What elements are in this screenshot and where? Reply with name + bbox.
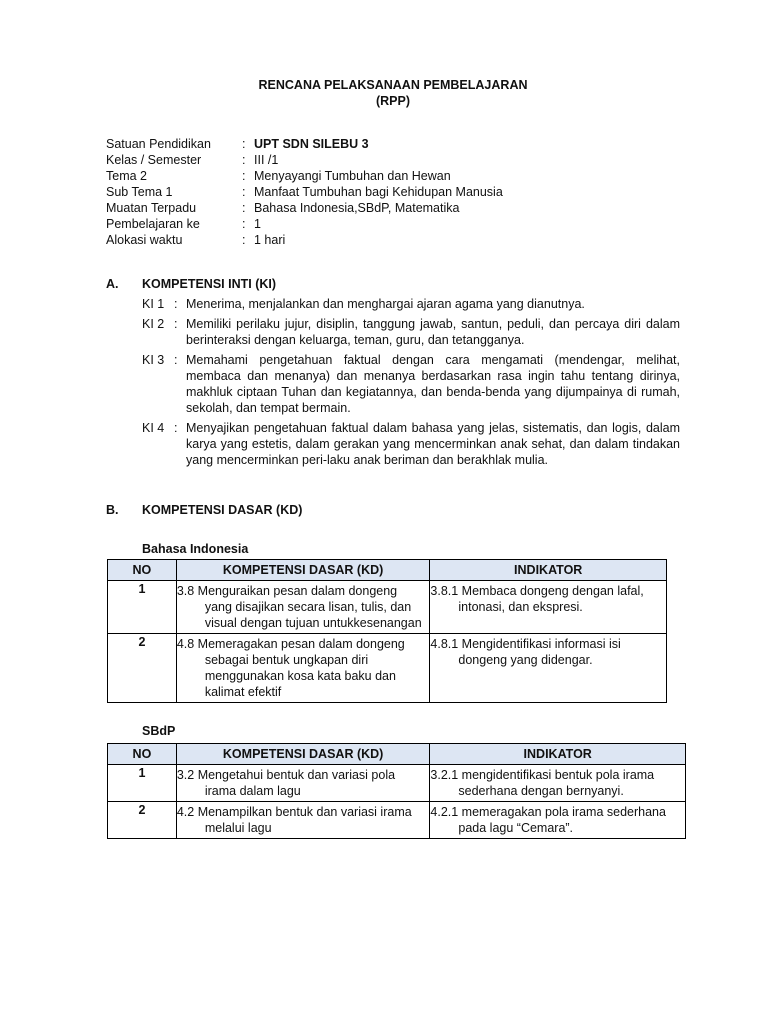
identity-colon: : bbox=[242, 217, 246, 231]
section-title: KOMPETENSI INTI (KI) bbox=[142, 277, 277, 291]
table-row bbox=[108, 634, 667, 703]
header-no: NO bbox=[108, 560, 177, 581]
identity-row bbox=[106, 216, 503, 232]
indikator-cell bbox=[430, 802, 686, 839]
ki-colon: : bbox=[174, 297, 178, 311]
kd-cell bbox=[176, 802, 430, 839]
section-a-heading bbox=[106, 276, 276, 292]
ki-text: Menerima, menjalankan dan menghargai ajaran agama yang dianutnya. bbox=[186, 297, 585, 311]
identity-colon: : bbox=[242, 185, 246, 199]
document-subtitle: (RPP) bbox=[375, 94, 411, 108]
ki-colon: : bbox=[174, 353, 178, 367]
header-indikator: INDIKATOR bbox=[430, 560, 667, 581]
identity-value: Bahasa Indonesia,SBdP, Matematika bbox=[254, 201, 460, 215]
identity-row bbox=[106, 184, 503, 200]
identity-value: Menyayangi Tumbuhan dan Hewan bbox=[254, 169, 451, 183]
indikator-cell bbox=[430, 634, 667, 703]
kd-cell bbox=[176, 581, 430, 634]
indikator-text: 4.2.1 memeragakan pola irama sederhana pada lagu “Cemara”. bbox=[430, 805, 666, 835]
ki-code: KI 4 bbox=[142, 421, 165, 435]
row-no: 2 bbox=[108, 802, 177, 839]
table-row bbox=[108, 581, 667, 634]
identity-colon: : bbox=[242, 137, 246, 151]
identity-block bbox=[106, 136, 503, 248]
identity-label: Muatan Terpadu bbox=[106, 201, 197, 215]
identity-value: UPT SDN SILEBU 3 bbox=[254, 137, 369, 151]
identity-label: Kelas / Semester bbox=[106, 153, 202, 167]
section-letter: B. bbox=[106, 503, 119, 517]
kd-text: 4.2 Menampilkan bentuk dan variasi irama melalui lagu bbox=[176, 805, 412, 835]
indikator-text: 3.8.1 Membaca dongeng dengan lafal, intonasi, dan ekspresi. bbox=[430, 584, 644, 614]
identity-value: 1 bbox=[254, 217, 261, 231]
indikator-text: 3.2.1 mengidentifikasi bentuk pola irama sederhana dengan bernyanyi. bbox=[430, 768, 655, 798]
ki-text: Menyajikan pengetahuan faktual dalam bahasa yang jelas, sistematis, dan logis, dalam karya yang estetis, dalam gerakan yang mencerminkan anak sehat, dan dalam tindakan yang mencerminkan peri-laku anak beriman dan berakhlak mulia. bbox=[186, 421, 680, 467]
identity-row bbox=[106, 200, 503, 216]
identity-value: III /1 bbox=[254, 153, 279, 167]
subject-heading: SBdP bbox=[142, 724, 176, 738]
kd-table-bahasa-indonesia bbox=[107, 559, 667, 703]
identity-row bbox=[106, 152, 503, 168]
kd-text: 3.2 Mengetahui bentuk dan variasi pola irama dalam lagu bbox=[176, 768, 396, 798]
ki-item bbox=[142, 420, 680, 468]
identity-label: Tema 2 bbox=[106, 169, 147, 183]
section-b-heading bbox=[106, 502, 302, 518]
ki-colon: : bbox=[174, 421, 178, 435]
indikator-cell bbox=[430, 581, 667, 634]
table-header-row bbox=[108, 560, 667, 581]
ki-code: KI 1 bbox=[142, 297, 165, 311]
kd-table-sbdp bbox=[107, 743, 686, 839]
indikator-text: 4.8.1 Mengidentifikasi informasi isi dongeng yang didengar. bbox=[430, 637, 621, 667]
identity-row bbox=[106, 232, 503, 248]
identity-colon: : bbox=[242, 169, 246, 183]
ki-list bbox=[142, 296, 680, 472]
identity-colon: : bbox=[242, 233, 246, 247]
identity-colon: : bbox=[242, 153, 246, 167]
row-no: 1 bbox=[108, 765, 177, 802]
identity-label: Satuan Pendidikan bbox=[106, 137, 211, 151]
document-title: RENCANA PELAKSANAAN PEMBELAJARAN bbox=[258, 78, 528, 92]
table-header-row bbox=[108, 744, 686, 765]
ki-item bbox=[142, 352, 680, 416]
row-no: 1 bbox=[108, 581, 177, 634]
ki-code: KI 2 bbox=[142, 317, 165, 331]
section-title: KOMPETENSI DASAR (KD) bbox=[142, 503, 303, 517]
header-kd: KOMPETENSI DASAR (KD) bbox=[176, 744, 430, 765]
identity-value: Manfaat Tumbuhan bagi Kehidupan Manusia bbox=[254, 185, 503, 199]
subject-heading: Bahasa Indonesia bbox=[142, 542, 249, 556]
kd-text: 3.8 Menguraikan pesan dalam dongeng yang disajikan secara lisan, tulis, dan visual dengan tujuan untukkesenangan bbox=[176, 584, 422, 630]
identity-row bbox=[106, 136, 503, 152]
identity-label: Sub Tema 1 bbox=[106, 185, 173, 199]
identity-label: Alokasi waktu bbox=[106, 233, 183, 247]
table-row bbox=[108, 765, 686, 802]
ki-text: Memahami pengetahuan faktual dengan cara mengamati (mendengar, melihat, membaca dan menanya) dan menanya berdasarkan rasa ingin tahu tentang dirinya, makhluk ciptaan Tuhan dan kegiatannya, dan benda-benda yang dijumpainya di rumah, sekolah, dan tempat bermain. bbox=[186, 353, 680, 415]
header-indikator: INDIKATOR bbox=[430, 744, 686, 765]
kd-text: 4.8 Memeragakan pesan dalam dongeng sebagai bentuk ungkapan diri menggunakan kosa kata baku dan kalimat efektif bbox=[176, 637, 405, 699]
ki-text: Memiliki perilaku jujur, disiplin, tanggung jawab, santun, peduli, dan percaya diri dalam berinteraksi dengan keluarga, teman, guru, dan tetangganya. bbox=[186, 317, 680, 347]
ki-colon: : bbox=[174, 317, 178, 331]
identity-colon: : bbox=[242, 201, 246, 215]
identity-value: 1 hari bbox=[254, 233, 286, 247]
identity-row bbox=[106, 168, 503, 184]
kd-cell bbox=[176, 765, 430, 802]
indikator-cell bbox=[430, 765, 686, 802]
row-no: 2 bbox=[108, 634, 177, 703]
ki-code: KI 3 bbox=[142, 353, 165, 367]
table-row bbox=[108, 802, 686, 839]
kd-cell bbox=[176, 634, 430, 703]
ki-item bbox=[142, 316, 680, 348]
identity-label: Pembelajaran ke bbox=[106, 217, 200, 231]
ki-item bbox=[142, 296, 680, 312]
header-kd: KOMPETENSI DASAR (KD) bbox=[176, 560, 430, 581]
section-letter: A. bbox=[106, 277, 119, 291]
header-no: NO bbox=[108, 744, 177, 765]
